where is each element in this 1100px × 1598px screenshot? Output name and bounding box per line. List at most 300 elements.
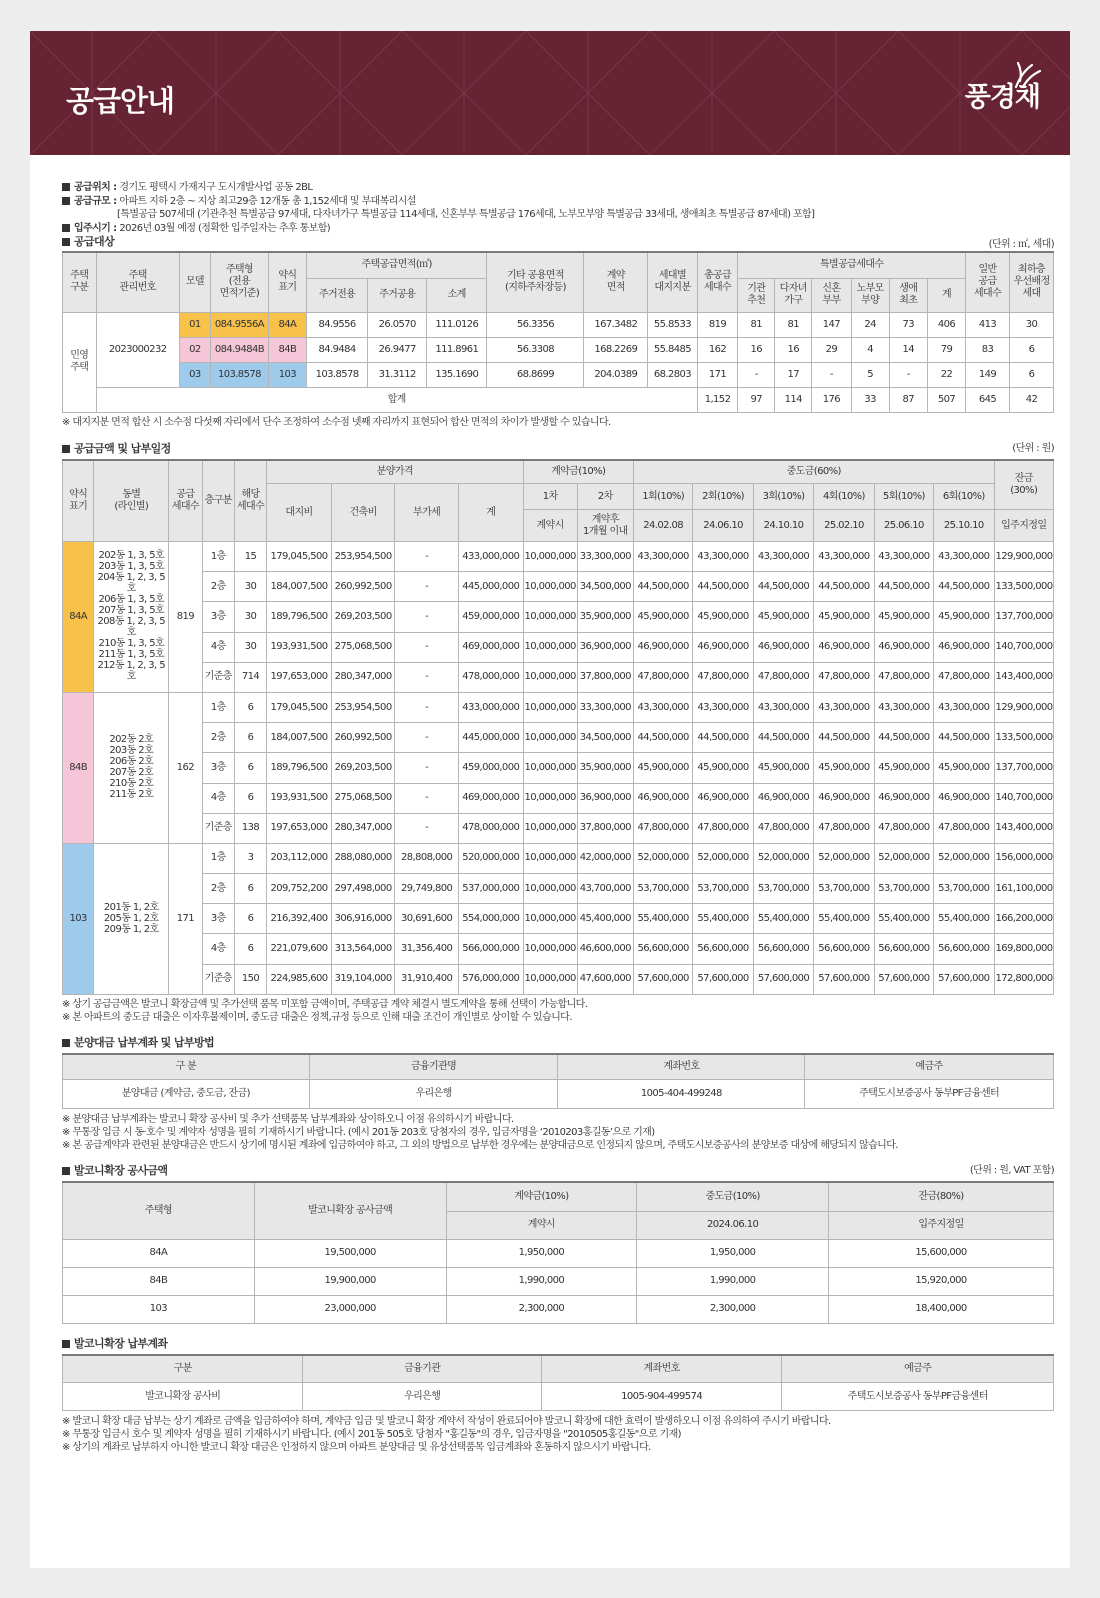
th-inst: 기관 추천 [738,278,775,312]
vat-cell: - [395,602,459,632]
balcony-type: 84A [63,1239,255,1267]
bullet-icon [62,445,70,453]
supply-exclusive: 103.8578 [306,362,367,387]
building-price-cell: 253,954,500 [331,692,395,722]
balance-cell: 140,700,000 [994,632,1053,662]
price-sum-cell: 459,000,000 [458,602,523,632]
deposit2-cell: 33,300,000 [577,692,633,722]
balcony-balance: 18,400,000 [829,1295,1054,1323]
th-bal-account-no: 계좌번호 [541,1355,781,1383]
deposit1-cell: 10,000,000 [523,572,577,602]
th-account-type: 구 분 [63,1054,310,1080]
price-sum-cell: 554,000,000 [458,904,523,934]
th-exclusive: 주거전용 [306,278,367,312]
floor-units-cell: 6 [234,783,266,813]
supply-scale-detail: [특별공급 507세대 (기관추천 특별공급 97세대, 다자녀가구 특별공급 114세대, 신혼부부 특별공급 176세대, 노부모부양 특별공급 33세대, 생애최초 특별공급 87세대) 포함] [117,209,815,220]
floor-units-cell: 6 [234,874,266,904]
land-price-cell: 216,392,400 [267,904,332,934]
balcony-deposit: 2,300,000 [446,1295,637,1323]
floor-cell: 4층 [202,934,234,964]
vat-cell: 31,910,400 [395,964,459,994]
vat-cell: 30,691,600 [395,904,459,934]
mid6-cell: 46,900,000 [934,632,994,662]
th-balance-when: 입주지정일 [994,510,1053,542]
balance-cell: 161,100,000 [994,874,1053,904]
th-first: 생애 최초 [889,278,927,312]
bullet-icon [62,238,70,246]
account-table [62,1053,1054,1110]
supply-subtotal: 111.0126 [427,312,487,337]
deposit1-cell: 10,000,000 [523,542,577,572]
supply-multi: 17 [775,362,812,387]
deposit1-cell: 10,000,000 [523,964,577,994]
supply-first: 14 [889,337,927,362]
short-cell: 84B [268,337,306,362]
supply-total-label: 합계 [96,387,697,412]
th-m4-date: 25.02.10 [814,510,874,542]
vat-cell: - [395,572,459,602]
th-balcony-mid: 중도금(10%) [637,1182,829,1211]
building-price-cell: 297,498,000 [331,874,395,904]
mid1-cell: 53,700,000 [633,874,692,904]
mid1-cell: 57,600,000 [633,964,692,994]
supply-subtotal: 135.1690 [427,362,487,387]
floor-units-cell: 6 [234,753,266,783]
balcony-unit: (단위 : 원, VAT 포함) [969,1165,1054,1177]
mid2-cell: 47,800,000 [693,813,753,843]
mid6-cell: 43,300,000 [934,692,994,722]
building-price-cell: 306,916,000 [331,904,395,934]
price-row [63,904,1054,934]
mid5-cell: 45,900,000 [874,602,933,632]
supply-contract: 204.0389 [584,362,648,387]
th-short: 약식 표기 [268,252,306,312]
price-row [63,753,1054,783]
deposit2-cell: 47,600,000 [577,964,633,994]
mid5-cell: 45,900,000 [874,753,933,783]
vat-cell: - [395,662,459,692]
price-sum-cell: 576,000,000 [458,964,523,994]
floor-cell: 3층 [202,904,234,934]
floor-cell: 4층 [202,632,234,662]
mid1-cell: 46,900,000 [633,632,692,662]
th-m1: 1회(10%) [633,484,692,510]
house-type-cell: 084.9556A [211,312,269,337]
dong-cell [94,843,169,994]
floor-units-cell: 30 [234,602,266,632]
balance-cell: 137,700,000 [994,753,1053,783]
floor-units-cell: 15 [234,542,266,572]
movein-date: 2026년 03월 예정 (정확한 입주일자는 추후 통보함) [119,222,331,234]
mid5-cell: 55,400,000 [874,904,933,934]
floor-units-cell: 714 [234,662,266,692]
floor-units-cell: 30 [234,572,266,602]
floor-units-cell: 3 [234,843,266,873]
floor-cell: 기준층 [202,964,234,994]
deposit1-cell: 10,000,000 [523,783,577,813]
units-cell: 162 [169,692,202,843]
mid6-cell: 45,900,000 [934,753,994,783]
bal-account-holder: 주택도시보증공사 동부PF금융센터 [782,1383,1054,1411]
mid1-cell: 44,500,000 [633,572,692,602]
dong-cell [94,692,169,843]
header-pattern [30,31,1070,155]
land-price-cell: 179,045,500 [267,542,332,572]
balance-cell: 172,800,000 [994,964,1053,994]
mid1-cell: 45,900,000 [633,753,692,783]
deposit1-cell: 10,000,000 [523,753,577,783]
mid2-cell: 57,600,000 [693,964,753,994]
account-number: 1005-404-499248 [558,1080,805,1109]
brand-logo: 풍경채 [964,82,1040,113]
account-note-2: ※ 무통장 입금 시 동·호수 및 계약자 성명을 필히 기재하시기 바랍니다. (예시 201동 203호 당첨자의 경우, 입금자명을 ‘2010203홍길동’으로 기재) [62,1127,655,1139]
floor-cell: 4층 [202,783,234,813]
mid3-cell: 57,600,000 [753,964,813,994]
mid4-cell: 45,900,000 [814,602,874,632]
price-row [63,813,1054,843]
account-type: 분양대금 (계약금, 중도금, 잔금) [63,1080,310,1109]
land-price-cell: 179,045,500 [267,692,332,722]
land-price-cell: 193,931,500 [267,783,332,813]
floor-units-cell: 6 [234,904,266,934]
account-note-1: ※ 분양대금 납부계좌는 발코니 확장 공사비 및 추가 선택품목 납부계좌와 상이하오니 이점 유의하시기 바랍니다. [62,1114,514,1126]
house-type-cell: 103.8578 [211,362,269,387]
mid3-cell: 43,300,000 [753,692,813,722]
mid5-cell: 43,300,000 [874,542,933,572]
land-price-cell: 189,796,500 [267,602,332,632]
balcony-deposit: 1,990,000 [446,1267,637,1295]
bal-account-note-2: ※ 무통장 입금시 호수 및 계약자 성명을 필히 기재하시기 바랍니다. (예시 201동 505호 당첨자 "홍길동"의 경우, 입금자명을 "2010505홍길동"으로 기재) [62,1429,681,1441]
mid3-cell: 55,400,000 [753,904,813,934]
deposit1-cell: 10,000,000 [523,934,577,964]
mid4-cell: 44,500,000 [814,723,874,753]
th-land-share: 세대별 대지지분 [648,252,698,312]
balcony-balance: 15,600,000 [829,1239,1054,1267]
th-house-type: 주택형 (전용 면적기준) [211,252,269,312]
section-title-supply: 공급대상 [74,235,115,248]
units-cell: 171 [169,843,202,994]
th-m6-date: 25.10.10 [934,510,994,542]
price-row [63,934,1054,964]
building-price-cell: 253,954,500 [331,542,395,572]
supply-multi: 16 [775,337,812,362]
supply-general: 149 [966,362,1010,387]
th-model: 모델 [179,252,210,312]
mid1-cell: 55,400,000 [633,904,692,934]
supply-other: 68.8699 [487,362,584,387]
th-building: 건축비 [331,484,395,542]
supply-parents: 4 [851,337,889,362]
land-price-cell: 193,931,500 [267,632,332,662]
land-price-cell: 209,752,200 [267,874,332,904]
supply-sum: 79 [927,337,965,362]
balance-cell: 137,700,000 [994,602,1053,632]
vat-cell: - [395,753,459,783]
price-sum-cell: 478,000,000 [458,813,523,843]
mid4-cell: 57,600,000 [814,964,874,994]
th-account-holder: 예금주 [805,1054,1054,1080]
price-sum-cell: 445,000,000 [458,723,523,753]
mid4-cell: 46,900,000 [814,632,874,662]
mid4-cell: 45,900,000 [814,753,874,783]
vat-cell: - [395,632,459,662]
th-m6: 6회(10%) [934,484,994,510]
land-price-cell: 197,653,000 [267,813,332,843]
balcony-table [62,1181,1054,1324]
bullet-icon [62,224,70,232]
mid2-cell: 43,300,000 [693,692,753,722]
bal-account-note-1: ※ 발코니 확장 대금 납부는 상기 계좌로 금액을 입금하여야 하며, 계약금 입금 및 발코니 확장 계약서 작성이 완료되어야 발코니 확장에 대한 효력이 발생하오니 이점 유의하여 주시기 바랍니다. [62,1416,831,1428]
account-note-3: ※ 본 공급계약과 관련된 분양대금은 반드시 상기에 명시된 계좌에 입금하여야 하고, 그 외의 방법으로 납부한 경우에는 분양대금으로 인정되지 않으며, 주택도시보증공사의 분양보증 대상에 해당되지 않습니다. [62,1140,898,1152]
balcony-row [63,1295,1054,1323]
balance-cell: 166,200,000 [994,904,1053,934]
supply-scale: 아파트 지하 2층 ~ 지상 최고29층 12개동 총 1,152세대 및 부대복리시설 [119,195,416,207]
deposit1-cell: 10,000,000 [523,874,577,904]
mid3-cell: 46,900,000 [753,783,813,813]
building-price-cell: 288,080,000 [331,843,395,873]
th-bal-account-holder: 예금주 [782,1355,1054,1383]
mid3-cell: 43,300,000 [753,542,813,572]
land-price-cell: 197,653,000 [267,662,332,692]
bal-account-bank: 우리은행 [303,1383,541,1411]
mid3-cell: 45,900,000 [753,602,813,632]
model-cell: 03 [179,362,210,387]
th-m5-date: 25.06.10 [874,510,933,542]
supply-unit: (단위 : ㎡, 세대) [988,239,1054,250]
deposit1-cell: 10,000,000 [523,692,577,722]
supply-total-inst: 97 [738,387,775,412]
th-balcony-deposit-when: 계약시 [446,1211,637,1239]
mid4-cell: 47,800,000 [814,662,874,692]
mid5-cell: 46,900,000 [874,632,933,662]
price-sum-cell: 433,000,000 [458,692,523,722]
th-type-group: 주택 구분 [63,252,97,312]
th-general: 일반 공급 세대수 [966,252,1010,312]
account-bank: 우리은행 [309,1080,558,1109]
balcony-mid: 1,990,000 [637,1267,829,1295]
balcony-account-table [62,1354,1054,1412]
supply-row [63,362,1054,387]
supply-newlywed: - [812,362,851,387]
balance-cell: 169,800,000 [994,934,1053,964]
bullet-icon [62,1039,70,1047]
type-group-text: 민영 주택 [70,350,89,373]
balcony-deposit: 1,950,000 [446,1239,637,1267]
price-row [63,662,1054,692]
deposit2-cell: 34,500,000 [577,723,633,753]
mid2-cell: 45,900,000 [693,602,753,632]
land-price-cell: 184,007,500 [267,723,332,753]
floor-units-cell: 150 [234,964,266,994]
supply-land: 55.8485 [648,337,698,362]
building-price-cell: 269,203,500 [331,602,395,632]
deposit2-cell: 43,700,000 [577,874,633,904]
th-account-bank: 금융기관명 [309,1054,558,1080]
supply-total-general: 645 [966,387,1010,412]
th-total-units: 총공급 세대수 [697,252,737,312]
bal-account-number: 1005-904-499574 [541,1383,781,1411]
mid2-cell: 44,500,000 [693,723,753,753]
building-price-cell: 280,347,000 [331,813,395,843]
balance-cell: 143,400,000 [994,662,1053,692]
supply-total-newlywed: 176 [812,387,851,412]
supply-total-lowest: 42 [1010,387,1054,412]
supply-total-first: 87 [889,387,927,412]
balance-cell: 143,400,000 [994,813,1053,843]
deposit1-cell: 10,000,000 [523,662,577,692]
price-row [63,723,1054,753]
mid6-cell: 45,900,000 [934,602,994,632]
dong-text: 201동 1, 2호 205동 1, 2호 209동 1, 2호 [103,901,159,935]
mid4-cell: 43,300,000 [814,542,874,572]
mid4-cell: 44,500,000 [814,572,874,602]
mid6-cell: 56,600,000 [934,934,994,964]
floor-cell: 1층 [202,542,234,572]
price-sum-cell: 537,000,000 [458,874,523,904]
house-type-cell: 084.9484B [211,337,269,362]
price-unit: (단위 : 원) [1012,442,1054,454]
th-balcony-balance-when: 입주지정일 [829,1211,1054,1239]
th-bal-account-bank: 금융기관 [303,1355,541,1383]
balcony-type: 84B [63,1267,255,1295]
balance-cell: 129,900,000 [994,692,1053,722]
mid3-cell: 44,500,000 [753,723,813,753]
th-units: 공급 세대수 [169,460,202,542]
supply-inst: 16 [738,337,775,362]
th-m2: 2회(10%) [693,484,753,510]
mid5-cell: 43,300,000 [874,692,933,722]
mid5-cell: 47,800,000 [874,662,933,692]
supply-land: 68.2803 [648,362,698,387]
deposit1-cell: 10,000,000 [523,723,577,753]
deposit1-cell: 10,000,000 [523,813,577,843]
mid6-cell: 53,700,000 [934,874,994,904]
th-m3: 3회(10%) [753,484,813,510]
section-title-account: 분양대금 납부계좌 및 납부방법 [74,1035,215,1049]
th-bal-account-type: 구분 [63,1355,303,1383]
supply-note: ※ 대지지분 면적 합산 시 소수점 다섯째 자리에서 단수 조정하여 소수점 넷째 자리까지 표현되어 합산 면적의 차이가 발생할 수 있습니다. [62,416,611,428]
supply-common: 26.0570 [368,312,427,337]
floor-units-cell: 30 [234,632,266,662]
mid4-cell: 56,600,000 [814,934,874,964]
dong-cell [94,542,169,693]
supply-newlywed: 29 [812,337,851,362]
land-price-cell: 189,796,500 [267,753,332,783]
floor-units-cell: 6 [234,723,266,753]
vat-cell: 28,808,000 [395,843,459,873]
mid1-cell: 45,900,000 [633,602,692,632]
supply-sum: 406 [927,312,965,337]
mgmt-no: 2023000232 [96,312,179,387]
mid5-cell: 47,800,000 [874,813,933,843]
th-price-short: 약식 표기 [63,460,94,542]
balcony-amount: 19,900,000 [254,1267,446,1295]
th-floor: 층구분 [202,460,234,542]
supply-total: 171 [697,362,737,387]
mid2-cell: 46,900,000 [693,783,753,813]
th-sum: 계 [927,278,965,312]
mid6-cell: 43,300,000 [934,542,994,572]
price-short-cell: 103 [63,843,94,994]
mid6-cell: 46,900,000 [934,783,994,813]
price-row [63,602,1054,632]
label-movein: 입주시기 [74,222,111,234]
account-holder: 주택도시보증공사 동부PF금융센터 [805,1080,1054,1109]
price-sum-cell: 469,000,000 [458,632,523,662]
vat-cell: - [395,692,459,722]
mid6-cell: 55,400,000 [934,904,994,934]
mid5-cell: 56,600,000 [874,934,933,964]
land-price-cell: 184,007,500 [267,572,332,602]
balcony-mid: 1,950,000 [637,1239,829,1267]
mid6-cell: 52,000,000 [934,843,994,873]
balance-cell: 129,900,000 [994,542,1053,572]
floor-cell: 2층 [202,723,234,753]
th-m5: 5회(10%) [874,484,933,510]
vat-cell: 31,356,400 [395,934,459,964]
short-cell: 103 [268,362,306,387]
th-subtotal: 소계 [427,278,487,312]
price-row [63,542,1054,572]
price-row [63,692,1054,722]
supply-first: - [889,362,927,387]
th-d2: 2차 [577,484,633,510]
balcony-amount: 23,000,000 [254,1295,446,1323]
page-title: 공급안내 [66,84,175,118]
page [30,31,1070,1568]
floor-cell: 1층 [202,843,234,873]
th-other-common: 기타 공용면적 (지하주차장등) [487,252,584,312]
th-contract-area: 계약 면적 [584,252,648,312]
th-balcony-amount: 발코니확장 공사금액 [254,1182,446,1239]
th-balcony-mid-when: 2024.06.10 [637,1211,829,1239]
section-title-price: 공급금액 및 납부일정 [74,441,171,455]
supply-contract: 168.2269 [584,337,648,362]
th-d2-when: 계약후 1개월 이내 [577,510,633,542]
mid1-cell: 46,900,000 [633,783,692,813]
units-cell: 819 [169,542,202,693]
deposit2-cell: 35,900,000 [577,753,633,783]
supply-common: 26.9477 [368,337,427,362]
th-m4: 4회(10%) [814,484,874,510]
supply-exclusive: 84.9484 [306,337,367,362]
th-floor-units: 해당 세대수 [234,460,266,542]
mid2-cell: 46,900,000 [693,632,753,662]
th-balcony-deposit: 계약금(10%) [446,1182,637,1211]
th-dong: 동별 (라인별) [94,460,169,542]
supply-contract: 167.3482 [584,312,648,337]
mid4-cell: 47,800,000 [814,813,874,843]
vat-cell: 29,749,800 [395,874,459,904]
bal-account-type: 발코니확장 공사비 [63,1383,303,1411]
supply-total-row [63,387,1054,412]
supply-general: 83 [966,337,1010,362]
price-row [63,874,1054,904]
building-price-cell: 275,068,500 [331,632,395,662]
mid6-cell: 44,500,000 [934,723,994,753]
supply-exclusive: 84.9556 [306,312,367,337]
supply-lowest: 6 [1010,362,1054,387]
price-sum-cell: 433,000,000 [458,542,523,572]
supply-inst: 81 [738,312,775,337]
price-row [63,783,1054,813]
mid1-cell: 52,000,000 [633,843,692,873]
supply-other: 56.3356 [487,312,584,337]
mid2-cell: 56,600,000 [693,934,753,964]
floor-cell: 3층 [202,602,234,632]
mid5-cell: 57,600,000 [874,964,933,994]
building-price-cell: 260,992,500 [331,723,395,753]
